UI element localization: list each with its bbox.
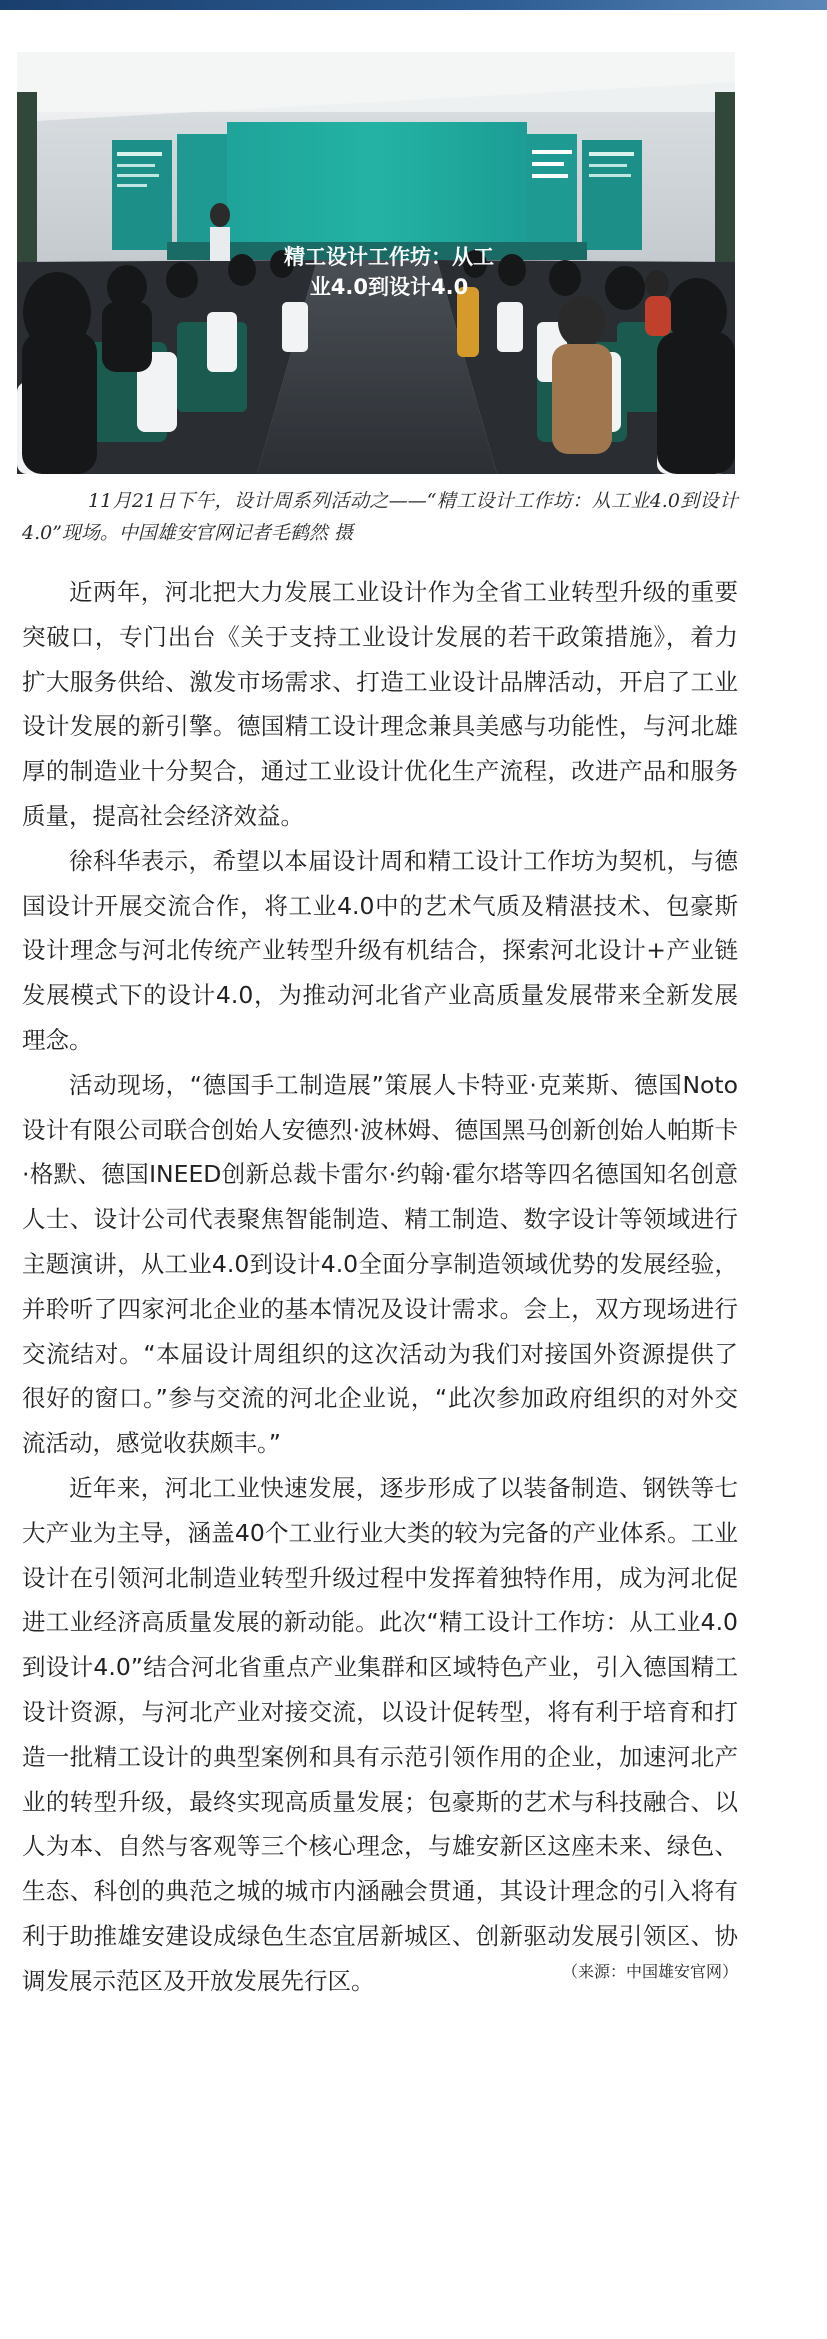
top-band xyxy=(0,0,827,10)
screen-title: 精工设计工作坊：从工业4.0到设计4.0 xyxy=(284,245,494,299)
photo-caption: 11月21日下午，设计周系列活动之——“精工设计工作坊：从工业4.0到设计4.0”现场。中国雄安官网记者毛鹤然 摄 xyxy=(22,490,738,544)
article-body xyxy=(22,570,738,1995)
article-paragraph-3: 活动现场，“德国手工制造展”策展人卡特亚·克莱斯、德国Noto设计有限公司联合创始人安德烈·波林姆、德国黑马创新创始人帕斯卡·格默、德国INEED创新总裁卡雷尔·约翰·霍尔塔等四名德国知名创意人士、设计公司代表聚焦智能制造、精工制造、数字设计等领域进行主题演讲，从工业4.0到设计4.0全面分享制造领域优势的发展经验，并聆听了四家河北企业的基本情况及设计需求。会上，双方现场进行交流结对。“本届设计周组织的这次活动为我们对接国外资源提供了很好的窗口。”参与交流的河北企业说，“此次参加政府组织的对外交流活动，感觉收获颇丰。” xyxy=(22,1070,738,1458)
event-photo xyxy=(17,52,735,474)
article-paragraph-4: 近年来，河北工业快速发展，逐步形成了以装备制造、钢铁等七大产业为主导，涵盖40个工业行业大类的较为完备的产业体系。工业设计在引领河北制造业转型升级过程中发挥着独特作用，成为河北促进工业经济高质量发展的新动能。此次“精工设计工作坊：从工业4.0到设计4.0”结合河北省重点产业集群和区域特色产业，引入德国精工设计资源，与河北产业对接交流，以设计促转型，将有利于培育和打造一批精工设计的典型案例和具有示范引领作用的企业，加速河北产业的转型升级，最终实现高质量发展；包豪斯的艺术与科技融合、以人为本、自然与客观等三个核心理念，与雄安新区这座未来、绿色、生态、科创的典范之城的城市内涵融会贯通，其设计理念的引入将有利于助推雄安建设成绿色生态宜居新城区、创新驱动发展引领区、协调发展示范区及开放发展先行区。 xyxy=(22,1473,738,1995)
article-paragraph-1: 近两年，河北把大力发展工业设计作为全省工业转型升级的重要突破口，专门出台《关于支持工业设计发展的若干政策措施》，着力扩大服务供给、激发市场需求、打造工业设计品牌活动，开启了工业设计发展的新引擎。德国精工设计理念兼具美感与功能性，与河北雄厚的制造业十分契合，通过工业设计优化生产流程，改进产品和服务质量，提高社会经济效益。 xyxy=(22,578,738,830)
source-attribution: （来源：中国雄安官网） xyxy=(561,1961,738,1981)
article-paragraph-2: 徐科华表示，希望以本届设计周和精工设计工作坊为契机，与德国设计开展交流合作，将工业4.0中的艺术气质及精湛技术、包豪斯设计理念与河北传统产业转型升级有机结合，探索河北设计+产业链发展模式下的设计4.0，为推动河北省产业高质量发展带来全新发展理念。 xyxy=(22,846,738,1054)
